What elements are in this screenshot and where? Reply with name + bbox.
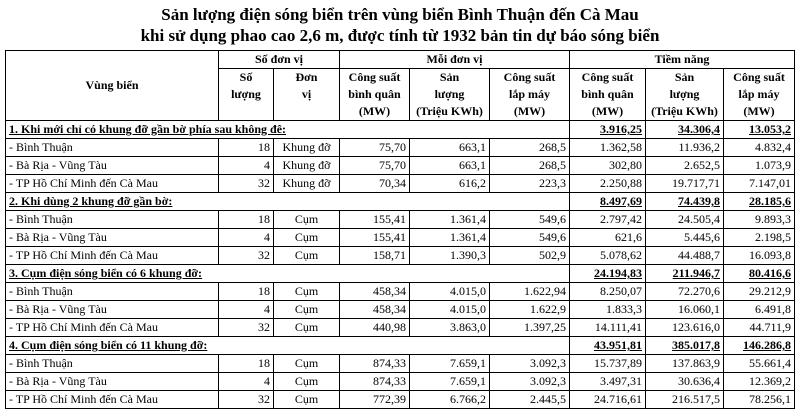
row-unit: Khung đỡ xyxy=(274,139,340,157)
row-count: 4 xyxy=(219,157,274,175)
row-output: 7.659,1 xyxy=(410,355,490,373)
row-potential-installed: 12.369,2 xyxy=(724,373,795,391)
row-potential-output: 137.863,9 xyxy=(646,355,724,373)
section-title: 4. Cụm điện sóng biển có 11 khung đỡ: xyxy=(6,337,490,355)
row-potential-avg: 14.111,41 xyxy=(570,319,646,337)
row-installed: 1.622,94 xyxy=(490,283,570,301)
section-potential-installed: 146.286,8 xyxy=(724,337,795,355)
row-potential-output: 5.445,6 xyxy=(646,229,724,247)
header-cong-suat-1: Công suất xyxy=(340,69,410,87)
row-potential-avg: 5.078,62 xyxy=(570,247,646,265)
row-potential-installed: 55.661,4 xyxy=(724,355,795,373)
header-cong-suat-4: Công suất xyxy=(724,69,795,87)
table-row xyxy=(6,391,795,409)
row-count: 32 xyxy=(219,175,274,193)
table-row xyxy=(6,301,795,319)
header-luong-1: lượng xyxy=(410,86,490,103)
row-potential-output: 2.652,5 xyxy=(646,157,724,175)
table-row xyxy=(6,157,795,175)
table-header xyxy=(6,51,795,121)
row-potential-installed: 78.256,1 xyxy=(724,391,795,409)
row-potential-avg: 2.250,88 xyxy=(570,175,646,193)
row-count: 18 xyxy=(219,211,274,229)
table-row xyxy=(6,229,795,247)
row-output: 663,1 xyxy=(410,157,490,175)
row-unit: Khung đỡ xyxy=(274,157,340,175)
header-lap-may-1: lắp máy xyxy=(490,86,570,103)
header-luong: lượng xyxy=(219,86,274,103)
row-installed: 502,9 xyxy=(490,247,570,265)
title-line-1: Sản lượng điện sóng biển trên vùng biển Bình Thuận đến Cà Mau xyxy=(161,5,639,24)
row-installed: 3.092,3 xyxy=(490,373,570,391)
row-installed: 1.622,9 xyxy=(490,301,570,319)
row-output: 1.390,3 xyxy=(410,247,490,265)
header-binh-quan-1: bình quân xyxy=(340,86,410,103)
row-unit: Cụm xyxy=(274,319,340,337)
row-region: - TP Hồ Chí Minh đến Cà Mau xyxy=(6,247,219,265)
row-potential-avg: 2.797,42 xyxy=(570,211,646,229)
row-unit: Cụm xyxy=(274,391,340,409)
header-don: Đơn xyxy=(274,69,340,87)
section-potential-output: 74.439,8 xyxy=(646,193,724,211)
row-count: 32 xyxy=(219,391,274,409)
row-potential-avg: 302,80 xyxy=(570,157,646,175)
row-potential-avg: 24.716,61 xyxy=(570,391,646,409)
section-title: 3. Cụm điện sóng biển có 6 khung đỡ: xyxy=(6,265,490,283)
table-row xyxy=(6,319,795,337)
header-san-2: Sản xyxy=(646,69,724,87)
row-count: 32 xyxy=(219,319,274,337)
row-potential-output: 216.517,5 xyxy=(646,391,724,409)
row-avg-power: 70,34 xyxy=(340,175,410,193)
row-avg-power: 158,71 xyxy=(340,247,410,265)
section-row xyxy=(6,265,795,283)
row-unit: Cụm xyxy=(274,211,340,229)
table-row xyxy=(6,355,795,373)
row-installed: 223,3 xyxy=(490,175,570,193)
row-count: 4 xyxy=(219,229,274,247)
row-output: 4.015,0 xyxy=(410,283,490,301)
section-potential-installed: 80.416,6 xyxy=(724,265,795,283)
row-unit: Cụm xyxy=(274,355,340,373)
row-output: 6.766,2 xyxy=(410,391,490,409)
row-unit: Cụm xyxy=(274,301,340,319)
row-unit: Khung đỡ xyxy=(274,175,340,193)
row-potential-output: 44.488,7 xyxy=(646,247,724,265)
header-mw-2: (MW) xyxy=(490,103,570,121)
header-potential: Tiềm năng xyxy=(570,51,795,69)
row-output: 3.863,0 xyxy=(410,319,490,337)
row-installed: 549,6 xyxy=(490,211,570,229)
row-potential-installed: 7.147,01 xyxy=(724,175,795,193)
table-title xyxy=(0,0,800,46)
section-potential-avg: 8.497,69 xyxy=(570,193,646,211)
section-potential-installed: 28.185,6 xyxy=(724,193,795,211)
row-avg-power: 75,70 xyxy=(340,139,410,157)
row-potential-installed: 44.711,9 xyxy=(724,319,795,337)
row-potential-output: 30.636,4 xyxy=(646,373,724,391)
row-avg-power: 772,39 xyxy=(340,391,410,409)
row-avg-power: 874,33 xyxy=(340,355,410,373)
row-avg-power: 440,98 xyxy=(340,319,410,337)
header-lap-may-2: lắp máy xyxy=(724,86,795,103)
row-potential-avg: 8.250,07 xyxy=(570,283,646,301)
header-per-unit: Mỗi đơn vị xyxy=(340,51,570,69)
table-body xyxy=(6,121,795,409)
row-count: 4 xyxy=(219,373,274,391)
table-row xyxy=(6,139,795,157)
row-count: 18 xyxy=(219,139,274,157)
row-potential-output: 24.505,4 xyxy=(646,211,724,229)
header-so: Số xyxy=(219,69,274,87)
table-row xyxy=(6,283,795,301)
section-potential-output: 211.946,7 xyxy=(646,265,724,283)
row-potential-avg: 1.362,58 xyxy=(570,139,646,157)
header-unit-count: Số đơn vị xyxy=(219,51,340,69)
row-potential-output: 16.060,1 xyxy=(646,301,724,319)
section-title: 2. Khi dùng 2 khung đỡ gần bờ: xyxy=(6,193,490,211)
row-potential-avg: 15.737,89 xyxy=(570,355,646,373)
row-output: 1.361,4 xyxy=(410,229,490,247)
header-mw-4: (MW) xyxy=(724,103,795,121)
row-avg-power: 155,41 xyxy=(340,229,410,247)
section-potential-output: 34.306,4 xyxy=(646,121,724,139)
row-region: - TP Hồ Chí Minh đến Cà Mau xyxy=(6,319,219,337)
row-region: - Bình Thuận xyxy=(6,355,219,373)
energy-table xyxy=(5,50,795,409)
row-potential-installed: 9.893,3 xyxy=(724,211,795,229)
header-san-1: Sản xyxy=(410,69,490,87)
table-row xyxy=(6,175,795,193)
section-potential-avg: 24.194,83 xyxy=(570,265,646,283)
row-potential-installed: 4.832,4 xyxy=(724,139,795,157)
row-region: - Bình Thuận xyxy=(6,283,219,301)
row-installed: 1.397,25 xyxy=(490,319,570,337)
row-count: 32 xyxy=(219,247,274,265)
row-potential-installed: 6.491,8 xyxy=(724,301,795,319)
row-avg-power: 75,70 xyxy=(340,157,410,175)
row-potential-installed: 16.093,8 xyxy=(724,247,795,265)
section-potential-output: 385.017,8 xyxy=(646,337,724,355)
row-unit: Cụm xyxy=(274,247,340,265)
row-unit: Cụm xyxy=(274,373,340,391)
row-installed: 268,5 xyxy=(490,157,570,175)
row-region: - TP Hồ Chí Minh đến Cà Mau xyxy=(6,391,219,409)
row-potential-output: 123.616,0 xyxy=(646,319,724,337)
header-region: Vùng biển xyxy=(6,51,219,121)
row-installed: 549,6 xyxy=(490,229,570,247)
header-cong-suat-2: Công suất xyxy=(490,69,570,87)
section-title: 1. Khi mới chỉ có khung đỡ gần bờ phía sau không đê: xyxy=(6,121,490,139)
row-potential-output: 72.270,6 xyxy=(646,283,724,301)
row-region: - Bà Rịa - Vũng Tàu xyxy=(6,373,219,391)
row-potential-installed: 29.212,9 xyxy=(724,283,795,301)
row-unit: Cụm xyxy=(274,229,340,247)
row-count: 18 xyxy=(219,283,274,301)
section-potential-avg: 3.916,25 xyxy=(570,121,646,139)
row-potential-output: 19.717,71 xyxy=(646,175,724,193)
row-output: 7.659,1 xyxy=(410,373,490,391)
row-region: - TP Hồ Chí Minh đến Cà Mau xyxy=(6,175,219,193)
section-row xyxy=(6,337,795,355)
row-region: - Bà Rịa - Vũng Tàu xyxy=(6,157,219,175)
table-row xyxy=(6,247,795,265)
row-avg-power: 155,41 xyxy=(340,211,410,229)
section-potential-installed: 13.053,2 xyxy=(724,121,795,139)
row-unit: Cụm xyxy=(274,283,340,301)
table-row xyxy=(6,373,795,391)
row-installed: 2.445,5 xyxy=(490,391,570,409)
row-output: 1.361,4 xyxy=(410,211,490,229)
row-output: 4.015,0 xyxy=(410,301,490,319)
row-output: 616,2 xyxy=(410,175,490,193)
row-avg-power: 874,33 xyxy=(340,373,410,391)
row-count: 4 xyxy=(219,301,274,319)
row-potential-avg: 621,6 xyxy=(570,229,646,247)
header-kwh-2: (Triệu KWh) xyxy=(646,103,724,121)
header-luong-2: lượng xyxy=(646,86,724,103)
row-potential-avg: 3.497,31 xyxy=(570,373,646,391)
row-avg-power: 458,34 xyxy=(340,283,410,301)
header-binh-quan-2: bình quân xyxy=(570,86,646,103)
row-potential-installed: 2.198,5 xyxy=(724,229,795,247)
row-potential-output: 11.936,2 xyxy=(646,139,724,157)
header-mw-1: (MW) xyxy=(340,103,410,121)
section-potential-avg: 43.951,81 xyxy=(570,337,646,355)
title-line-2: khi sử dụng phao cao 2,6 m, được tính từ 1932 bản tin dự báo sóng biển xyxy=(140,26,660,45)
row-avg-power: 458,34 xyxy=(340,301,410,319)
row-region: - Bình Thuận xyxy=(6,211,219,229)
table-row xyxy=(6,211,795,229)
header-vi: vị xyxy=(274,86,340,103)
section-row xyxy=(6,121,795,139)
section-row xyxy=(6,193,795,211)
row-installed: 268,5 xyxy=(490,139,570,157)
row-potential-avg: 1.833,3 xyxy=(570,301,646,319)
header-mw-3: (MW) xyxy=(570,103,646,121)
row-output: 663,1 xyxy=(410,139,490,157)
row-installed: 3.092,3 xyxy=(490,355,570,373)
row-region: - Bà Rịa - Vũng Tàu xyxy=(6,301,219,319)
row-potential-installed: 1.073,9 xyxy=(724,157,795,175)
row-region: - Bình Thuận xyxy=(6,139,219,157)
row-count: 18 xyxy=(219,355,274,373)
header-cong-suat-3: Công suất xyxy=(570,69,646,87)
row-region: - Bà Rịa - Vũng Tàu xyxy=(6,229,219,247)
header-kwh-1: (Triệu KWh) xyxy=(410,103,490,121)
